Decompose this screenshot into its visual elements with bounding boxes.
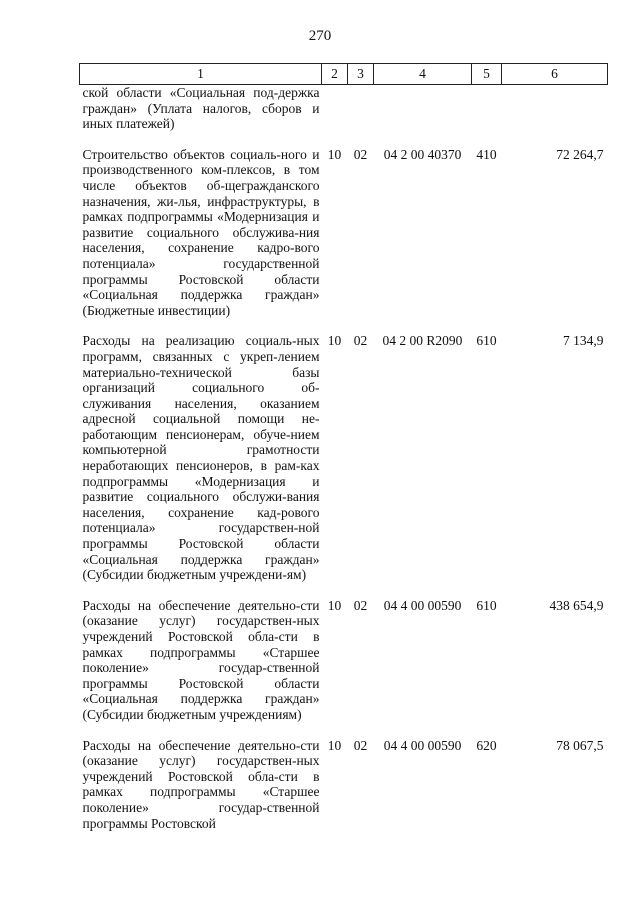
- table-header-row: [80, 64, 608, 85]
- table-row: [80, 85, 608, 132]
- row-expense-type: [472, 85, 502, 132]
- row-gap: [80, 318, 608, 333]
- row-subsection: 02: [353, 146, 368, 162]
- row-expense-type: 610: [476, 597, 497, 613]
- row-gap: [80, 132, 608, 147]
- row-expense-type: 410: [476, 146, 497, 162]
- row-amount: 7 134,9: [563, 333, 604, 349]
- row-expense-type: 620: [476, 737, 497, 753]
- row-target-code: [374, 85, 472, 132]
- row-description: ской области «Социальная под-держка граждан» (Уплата налогов, сборов и иных платежей): [82, 85, 320, 132]
- header-col-5: 5: [472, 64, 502, 85]
- row-description: Расходы на реализацию социаль-ных программ, связанных с укреп-лением материально-технической базы организаций социального об-служивания населения, оказанием адресной социальной помощи не-работающим пенсионерам, обуче-нием компьютерной грамотности неработающих пенсионеров, в рам-ках подпрограммы «Модернизация и развитие социального обслужи-вания населения, сохранение кад-рового потенциала» государствен-ной программы Ростовской области «Социальная поддержка граждан» (Субсидии бюджетным учреждени-ям): [82, 333, 320, 583]
- row-expense-type: 610: [476, 333, 497, 349]
- table-row: [80, 333, 608, 583]
- row-gap: [80, 723, 608, 738]
- row-subsection: 02: [353, 597, 368, 613]
- page-number: 270: [308, 28, 332, 44]
- row-section: [322, 85, 348, 132]
- row-target-code: 04 4 00 00590: [383, 737, 462, 753]
- table-row: [80, 738, 608, 832]
- header-col-6: 6: [502, 64, 608, 85]
- row-target-code: 04 2 00 R2090: [382, 333, 463, 349]
- row-section: 10: [327, 146, 342, 162]
- row-amount: 438 654,9: [549, 597, 604, 613]
- header-col-2: 2: [322, 64, 348, 85]
- row-description: Строительство объектов социаль-ного и производственного ком-плексов, в том числе объектов об-щегражданского назначения, жи-лья, инфраструктуры, в рамках подпрограммы «Модернизация и развитие социального обслужива-ния населения, сохранение кадро-вого потенциала» государственной программы Ростовской области «Социальная поддержка граждан» (Бюджетные инвестиции): [82, 146, 320, 318]
- table-row: [80, 598, 608, 723]
- budget-table: [79, 63, 608, 831]
- row-target-code: 04 2 00 40370: [383, 146, 462, 162]
- row-subsection: 02: [353, 333, 368, 349]
- row-section: 10: [327, 597, 342, 613]
- row-amount: [502, 85, 608, 132]
- row-section: 10: [327, 737, 342, 753]
- row-amount: 72 264,7: [556, 146, 604, 162]
- table-row: [80, 147, 608, 319]
- row-description: Расходы на обеспечение деятельно-сти (оказание услуг) государствен-ных учреждений Ростовской обла-сти в рамках подпрограммы «Старшее поколение» государ-ственной программы Ростовской области «Социальная поддержка граждан» (Субсидии бюджетным учреждениям): [82, 597, 320, 722]
- row-description: Расходы на обеспечение деятельно-сти (оказание услуг) государствен-ных учреждений Ростовской обла-сти в рамках подпрограммы «Старшее поколение» государ-ственной программы Ростовской: [82, 737, 320, 831]
- header-col-4: 4: [374, 64, 472, 85]
- row-target-code: 04 4 00 00590: [383, 597, 462, 613]
- row-section: 10: [327, 333, 342, 349]
- row-amount: 78 067,5: [556, 737, 604, 753]
- header-col-3: 3: [348, 64, 374, 85]
- header-col-1: 1: [80, 64, 322, 85]
- row-subsection: [348, 85, 374, 132]
- row-gap: [80, 583, 608, 598]
- row-subsection: 02: [353, 737, 368, 753]
